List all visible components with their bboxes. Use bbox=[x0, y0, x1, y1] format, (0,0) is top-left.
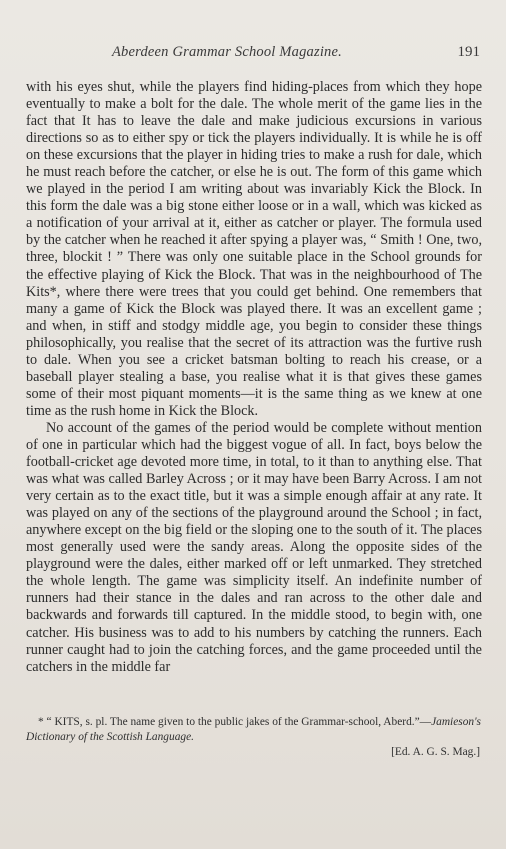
footnote-text bbox=[26, 715, 482, 744]
running-header bbox=[26, 44, 482, 64]
paragraph-continued: with his eyes shut, while the players find hiding-places from which they hope eventually to make a bolt for the dale. The whole merit of the game lies in the fact that It has to leave the dale and make judicious excursions in various directions so as to either spy or tick the players individually. It is while he is off on these excursions that the player in hiding tries to make a rush for dale, which he must reach before the catcher, or else he is out. The form of this game which we played in the period I am writing about was invariably Kick the Block. In this form the dale was a big stone either loose or in a wall, which was kicked as a notification of your arrival at it, either as catcher or player. The formula used by the catcher when he reached it after spying a player was, “ Smith ! One, two, three, blockit ! ” There was only one suitable place in the School grounds for the effective playing of Kick the Block. That was in the neighbourhood of The Kits*, where there were trees that you could get behind. One remembers that many a game of Kick the Block was played there. It was an excellent game ; and when, in stiff and stodgy middle age, you begin to consider these things philosophically, you realise that the secret of its attraction was the furtive rush to dale. When you see a cricket batsman bolting to reach his crease, or a baseball player stealing a base, you realise what it is that gives these games some of their most piquant moments—it is the same thing as we knew at one time as the rush home in Kick the Block. bbox=[26, 79, 482, 419]
page-number: 191 bbox=[457, 44, 480, 60]
running-title: Aberdeen Grammar School Magazine. bbox=[112, 44, 342, 60]
paragraph-barley-across: No account of the games of the period would be complete without mention of one in particular which had the biggest vogue of all. In fact, boys below the football-cricket age devoted more time, in total, to it than to anything else. That was what was called Barley Across ; or it may have been Barry Across. I am not very certain as to the exact title, but it was a simple enough affair at any rate. It was played on any of the sections of the playground around the School ; in fact, anywhere except on the big field or the sloping one to the south of it. The places most generally used were the sandy areas. Along the opposite sides of the playground were the dales, either marked off or left unmarked. They stretched the whole length. The game was simplicity itself. An indefinite number of runners had their stance in the dales and ran across to the other dale and backwards and forwards till captured. In the middle stood, to begin with, one catcher. His business was to add to his numbers by catching the runners. Each runner caught had to join the catching forces, and the game proceeded until the catchers in the middle far bbox=[26, 419, 482, 675]
footnote-lead: * “ KITS, s. pl. The name given to the public jakes of the Grammar-school, Aberd.”— bbox=[38, 716, 432, 728]
footnote bbox=[26, 715, 482, 760]
article-body bbox=[26, 79, 482, 676]
footnote-source: Jamieson's Dictionary of the Scottish Language. bbox=[26, 716, 481, 743]
editor-note: [Ed. A. G. S. Mag.] bbox=[391, 746, 480, 758]
